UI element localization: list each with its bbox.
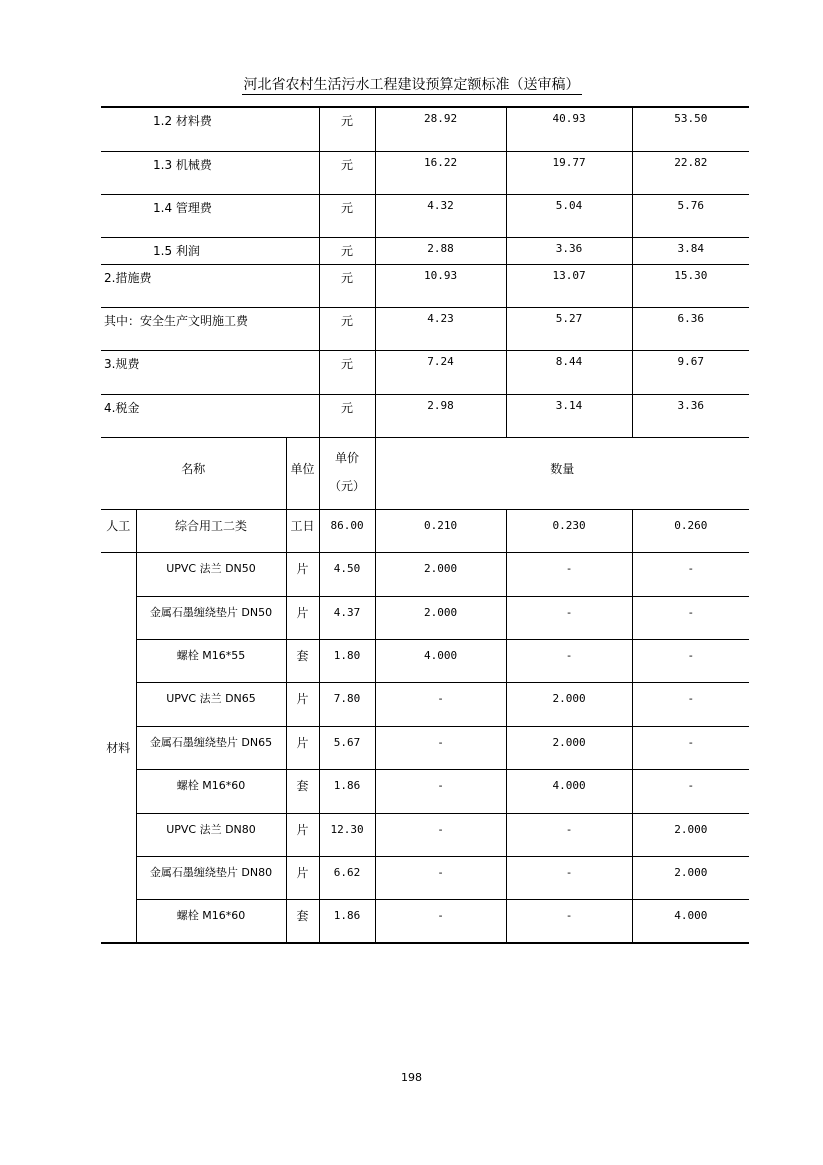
fee-label: 3.规费	[101, 350, 319, 394]
material-name: 金属石墨缠绕垫片 DN65	[136, 726, 286, 769]
material-qty-1: -	[375, 856, 506, 899]
fee-value-1: 4.23	[375, 307, 506, 350]
material-qty-3: -	[632, 596, 749, 639]
fee-row	[101, 108, 749, 151]
fee-value-3: 3.36	[632, 394, 749, 437]
header-name: 名称	[101, 437, 286, 509]
fee-label: 其中：安全生产文明施工费	[101, 307, 319, 350]
material-qty-1: 4.000	[375, 639, 506, 682]
fee-value-3: 6.36	[632, 307, 749, 350]
labor-qty-3: 0.260	[632, 509, 749, 552]
material-name: 金属石墨缠绕垫片 DN50	[136, 596, 286, 639]
fee-value-2: 19.77	[506, 151, 632, 194]
labor-row	[101, 509, 749, 552]
material-name: UPVC 法兰 DN50	[136, 552, 286, 596]
header-price	[319, 437, 375, 509]
material-qty-2: 2.000	[506, 682, 632, 726]
material-unit: 片	[286, 682, 319, 726]
material-qty-3: -	[632, 639, 749, 682]
material-price: 1.86	[319, 769, 375, 813]
fee-unit: 元	[319, 307, 375, 350]
fee-unit: 元	[319, 237, 375, 264]
fee-label: 1.2 材料费	[101, 108, 319, 151]
fee-label: 2.措施费	[101, 264, 319, 307]
material-qty-1: -	[375, 769, 506, 813]
column-header-row	[101, 437, 749, 509]
material-name: UPVC 法兰 DN80	[136, 813, 286, 856]
material-qty-2: -	[506, 552, 632, 596]
labor-qty-1: 0.210	[375, 509, 506, 552]
fee-value-1: 4.32	[375, 194, 506, 237]
fee-value-2: 5.04	[506, 194, 632, 237]
material-qty-2: 4.000	[506, 769, 632, 813]
fee-row	[101, 350, 749, 394]
material-price: 1.80	[319, 639, 375, 682]
material-row	[101, 596, 749, 639]
document-title	[0, 74, 823, 94]
fee-value-3: 3.84	[632, 237, 749, 264]
fee-unit: 元	[319, 264, 375, 307]
material-price: 6.62	[319, 856, 375, 899]
labor-unit: 工日	[286, 509, 319, 552]
fee-row	[101, 151, 749, 194]
material-row	[101, 856, 749, 899]
material-qty-3: 4.000	[632, 899, 749, 943]
material-qty-3: -	[632, 769, 749, 813]
quota-table	[101, 108, 749, 944]
fee-value-2: 5.27	[506, 307, 632, 350]
fee-unit: 元	[319, 194, 375, 237]
material-row	[101, 813, 749, 856]
material-qty-2: -	[506, 856, 632, 899]
material-qty-1: -	[375, 899, 506, 943]
material-qty-2: -	[506, 596, 632, 639]
fee-value-3: 53.50	[632, 108, 749, 151]
material-qty-3: 2.000	[632, 856, 749, 899]
fee-unit: 元	[319, 394, 375, 437]
material-qty-2: 2.000	[506, 726, 632, 769]
material-category: 材料	[101, 552, 136, 943]
fee-row	[101, 194, 749, 237]
material-unit: 片	[286, 813, 319, 856]
fee-value-3: 22.82	[632, 151, 749, 194]
material-qty-1: 2.000	[375, 596, 506, 639]
page-number: 198	[401, 1071, 422, 1084]
material-name: 金属石墨缠绕垫片 DN80	[136, 856, 286, 899]
labor-name: 综合用工二类	[136, 509, 286, 552]
material-unit: 片	[286, 856, 319, 899]
material-row	[101, 769, 749, 813]
material-unit: 片	[286, 726, 319, 769]
material-unit: 套	[286, 639, 319, 682]
material-qty-2: -	[506, 899, 632, 943]
material-unit: 片	[286, 552, 319, 596]
header-price-line1: 单价	[335, 450, 360, 465]
material-row	[101, 726, 749, 769]
material-qty-3: 2.000	[632, 813, 749, 856]
material-row	[101, 682, 749, 726]
fee-label: 4.税金	[101, 394, 319, 437]
labor-price: 86.00	[319, 509, 375, 552]
fee-value-1: 2.88	[375, 237, 506, 264]
fee-label: 1.3 机械费	[101, 151, 319, 194]
fee-value-2: 40.93	[506, 108, 632, 151]
fee-value-2: 3.36	[506, 237, 632, 264]
fee-value-1: 16.22	[375, 151, 506, 194]
material-qty-3: -	[632, 682, 749, 726]
material-unit: 套	[286, 899, 319, 943]
material-qty-3: -	[632, 726, 749, 769]
material-price: 7.80	[319, 682, 375, 726]
fee-label: 1.4 管理费	[101, 194, 319, 237]
labor-category: 人工	[101, 509, 136, 552]
header-unit: 单位	[286, 437, 319, 509]
fee-value-2: 13.07	[506, 264, 632, 307]
material-price: 1.86	[319, 899, 375, 943]
material-unit: 套	[286, 769, 319, 813]
fee-value-1: 2.98	[375, 394, 506, 437]
labor-qty-2: 0.230	[506, 509, 632, 552]
material-row	[101, 899, 749, 943]
fee-unit: 元	[319, 350, 375, 394]
fee-unit: 元	[319, 108, 375, 151]
material-name: UPVC 法兰 DN65	[136, 682, 286, 726]
material-row	[101, 552, 749, 596]
material-qty-1: -	[375, 726, 506, 769]
material-qty-1: 2.000	[375, 552, 506, 596]
material-name: 螺栓 M16*60	[136, 899, 286, 943]
material-name: 螺栓 M16*55	[136, 639, 286, 682]
material-price: 4.50	[319, 552, 375, 596]
material-qty-3: -	[632, 552, 749, 596]
fee-value-1: 7.24	[375, 350, 506, 394]
material-price: 5.67	[319, 726, 375, 769]
material-name: 螺栓 M16*60	[136, 769, 286, 813]
fee-label: 1.5 利润	[101, 237, 319, 264]
fee-value-3: 15.30	[632, 264, 749, 307]
header-price-line2: （元）	[329, 478, 366, 493]
material-unit: 片	[286, 596, 319, 639]
header-quantity: 数量	[375, 437, 749, 509]
fee-value-2: 3.14	[506, 394, 632, 437]
fee-value-2: 8.44	[506, 350, 632, 394]
fee-row	[101, 237, 749, 264]
material-price: 12.30	[319, 813, 375, 856]
fee-unit: 元	[319, 151, 375, 194]
fee-value-3: 5.76	[632, 194, 749, 237]
document-title-text: 河北省农村生活污水工程建设预算定额标准（送审稿）	[243, 77, 580, 93]
fee-value-3: 9.67	[632, 350, 749, 394]
fee-value-1: 28.92	[375, 108, 506, 151]
material-row	[101, 639, 749, 682]
material-qty-2: -	[506, 813, 632, 856]
fee-value-1: 10.93	[375, 264, 506, 307]
fee-row	[101, 264, 749, 307]
fee-row	[101, 394, 749, 437]
material-qty-1: -	[375, 813, 506, 856]
material-qty-1: -	[375, 682, 506, 726]
material-qty-2: -	[506, 639, 632, 682]
fee-row	[101, 307, 749, 350]
material-price: 4.37	[319, 596, 375, 639]
